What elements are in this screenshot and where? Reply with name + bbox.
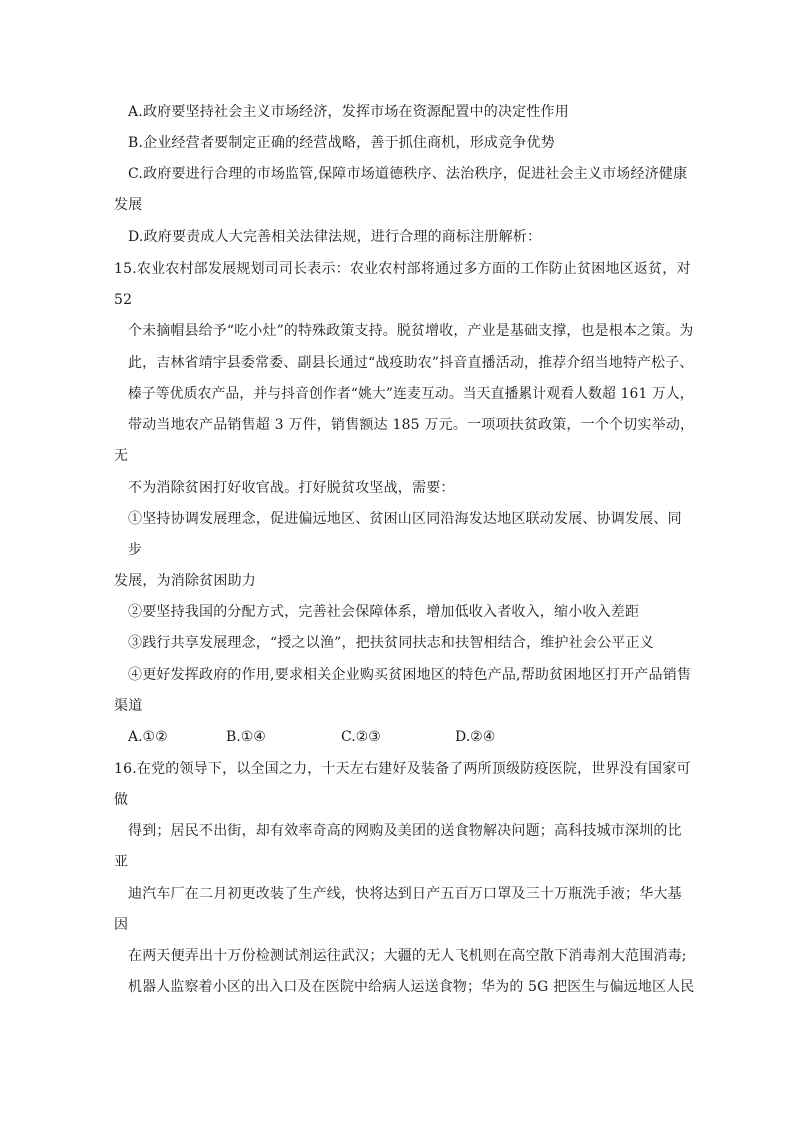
question-15-stem-line: 无: [114, 448, 129, 464]
statement-1: ①坚持协调发展理念，促进偏远地区、贫困山区同沿海发达地区联动发展、协调发展、同: [128, 511, 682, 527]
statement-4-continuation: 渠道: [114, 698, 143, 714]
statement-1-continuation: 步: [128, 542, 143, 558]
statement-1-continuation: 发展，为消除贫困助力: [114, 573, 256, 589]
option-b-text: B.企业经营者要制定正确的经营战略，善于抓住商机，形成竞争优势: [128, 135, 555, 151]
answer-option-c: C.②③: [341, 729, 381, 745]
statement-2: ②要坚持我国的分配方式，完善社会保障体系，增加低收入者收入，缩小收入差距: [128, 604, 640, 620]
answer-option-b: B.①④: [226, 729, 266, 745]
question-15-stem-line: 榛子等优质农产品，并与抖音创作者“姚大”连麦互动。当天直播累计观看人数超 161 万人，: [128, 386, 694, 402]
question-16-stem-line: 因: [114, 917, 129, 933]
question-16-stem-line: 得到；居民不出街，却有效率奇高的网购及美团的送食物解决问题；高科技城市深圳的比: [128, 823, 682, 839]
answer-option-d: D.②④: [455, 729, 496, 745]
option-c-text: C.政府要进行合理的市场监管,保障市场道德秩序、法治秩序，促进社会主义市场经济健康: [128, 166, 688, 182]
question-15-stem-line: 不为消除贫困打好收官战。打好脱贫攻坚战，需要：: [128, 480, 455, 496]
option-a-text: A.政府要坚持社会主义市场经济，发挥市场在资源配置中的决定性作用: [128, 104, 569, 120]
question-15-stem: 15.农业农村部发展规划司司长表示：农业农村部将通过多方面的工作防止贫困地区返贫，对: [114, 261, 691, 277]
question-15-stem-line: 此，吉林省靖宇县委常委、副县长通过“战疫助农”抖音直播活动，推荐介绍当地特产松子、: [128, 355, 694, 371]
question-16-stem-line: 机器人监察着小区的出入口及在医院中给病人运送食物；华为的 5G 把医生与偏远地区人民: [128, 979, 695, 995]
question-16-stem-line: 亚: [114, 854, 129, 870]
option-c-continuation: 发展: [114, 197, 143, 213]
question-16-stem: 16.在党的领导下，以全国之力，十天左右建好及装备了两所顶级防疫医院，世界没有国家可: [114, 761, 691, 777]
question-16-stem-line: 做: [114, 792, 129, 808]
question-16-stem-line: 在两天便弄出十万份检测试剂运往武汉；大疆的无人飞机则在高空散下消毒剂大范围消毒;: [128, 948, 687, 964]
statement-3: ③践行共享发展理念，“授之以渔”，把扶贫同扶志和扶智相结合，维护社会公平正义: [128, 635, 654, 651]
question-15-stem-line: 个未摘帽县给予“吃小灶”的特殊政策支持。脱贫增收，产业是基础支撑，也是根本之策。为: [128, 323, 694, 339]
question-16-stem-line: 迪汽车厂在二月初更改装了生产线，快将达到日产五百万口罩及三十万瓶洗手液；华大基: [128, 886, 682, 902]
option-d-text: D.政府要责成人大完善相关法律法规，进行合理的商标注册解析：: [128, 229, 542, 245]
question-15-stem-line: 52: [114, 292, 133, 308]
question-15-stem-line: 带动当地农产品销售超 3 万件，销售额达 185 万元。一项项扶贫政策，一个个切实举动，: [128, 417, 695, 433]
answer-option-a: A.①②: [128, 729, 168, 745]
statement-4: ④更好发挥政府的作用,要求相关企业购买贫困地区的特色产品,帮助贫困地区打开产品销售: [128, 667, 692, 683]
